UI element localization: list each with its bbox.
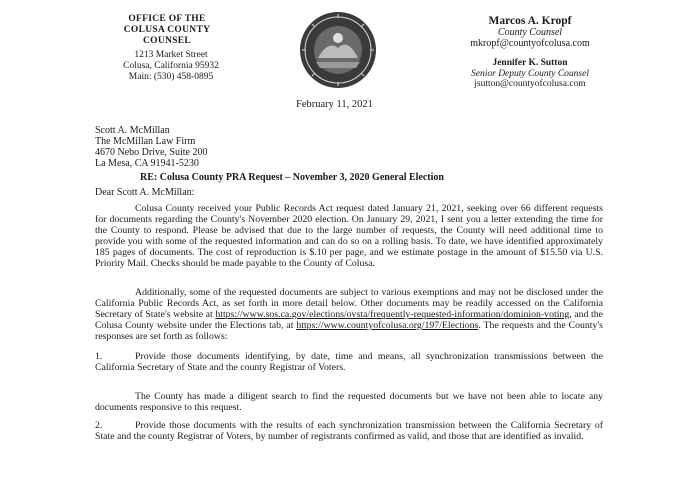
office-line: COLUSA COUNTY [123, 25, 211, 35]
item-1-number: 1. [95, 351, 103, 362]
paragraph-2-text: , and the Colusa County website under the Elections tab, at [95, 309, 603, 331]
item-2-text: Provide those documents with the results of each synchronization transmission between the California Secretary of State and the county Registrar of Voters, by number of registrants confirmed as valid, and those that are identified as invalid. [95, 420, 603, 442]
item-1-text: Provide those documents identifying, by date, time and means, all synchronization transmissions between the California Secretary of State and the county Registrar of Voters. [95, 351, 603, 373]
paragraph-2-text: . The requests and the County's responses are set forth as follows: [95, 320, 603, 342]
recipient-line: The McMillan Law Firm [95, 136, 196, 147]
counsel-name: Marcos A. Kropf [488, 15, 572, 27]
subject-line: RE: Colusa County PRA Request – November 3, 2020 General Election [140, 172, 444, 183]
deputy-email: jsutton@countyofcolusa.com [474, 79, 586, 89]
deputy-title: Senior Deputy County Counsel [471, 68, 589, 79]
office-address [96, 50, 246, 83]
paragraph-2 [95, 287, 603, 342]
paragraph-2-text: Additionally, some of the requested documents are subject to various exemptions and may not be disclosed under the California Public Records Act, as set forth in more detail below. Other documents may be readily accessed on the California Secretary of State's website at [95, 287, 603, 320]
office-line: COUNSEL [142, 36, 192, 46]
county-seal-icon [298, 10, 378, 90]
office-heading [92, 14, 242, 47]
recipient-line: 4670 Nebo Drive, Suite 200 [95, 147, 208, 158]
county-elections-link[interactable]: https://www.countyofcolusa.org/197/Elections [296, 320, 479, 331]
item-1-response: The County has made a diligent search to find the requested documents but we have not been able to locate any documents responsive to this request. [95, 391, 603, 413]
address-line: Main: (530) 458-0895 [128, 72, 214, 82]
recipient-line: Scott A. McMillan [95, 125, 170, 136]
recipient-line: La Mesa, CA 91941-5230 [95, 158, 199, 169]
address-line: Colusa, California 95932 [123, 61, 219, 71]
county-counsel-block [440, 16, 620, 49]
deputy-name: Jennifer K. Sutton [492, 58, 568, 68]
letter-date: February 11, 2021 [296, 99, 373, 110]
office-line: OFFICE OF THE [128, 14, 206, 24]
counsel-email: mkropf@countyofcolusa.com [470, 38, 590, 49]
salutation: Dear Scott A. McMillan: [95, 187, 195, 198]
address-line: 1213 Market Street [134, 50, 208, 60]
sos-website-link[interactable]: https://www.sos.ca.gov/elections/ovsta/frequently-requested-information/dominion-voting [215, 309, 570, 320]
paragraph-1: Colusa County received your Public Records Act request dated January 21, 2021, seeking over 66 different requests for documents regarding the County's November 2020 election. On January 29, 2021, I sent you a letter extending the time for the County to respond. Please be advised that due to the large number of requests, the County will need additional time to provide you with some of the requested information and can do so on a rolling basis. To date, we have identified approximately 185 pages of documents. The cost of reproduction is $.10 per page, and we estimate postage in the amount of $15.50 via U.S. Priority Mail. Checks should be made payable to the County of Colusa. [95, 203, 603, 269]
deputy-counsel-block [430, 58, 630, 90]
item-2-number: 2. [95, 420, 103, 431]
recipient-address [95, 125, 208, 169]
counsel-title: County Counsel [497, 27, 563, 38]
